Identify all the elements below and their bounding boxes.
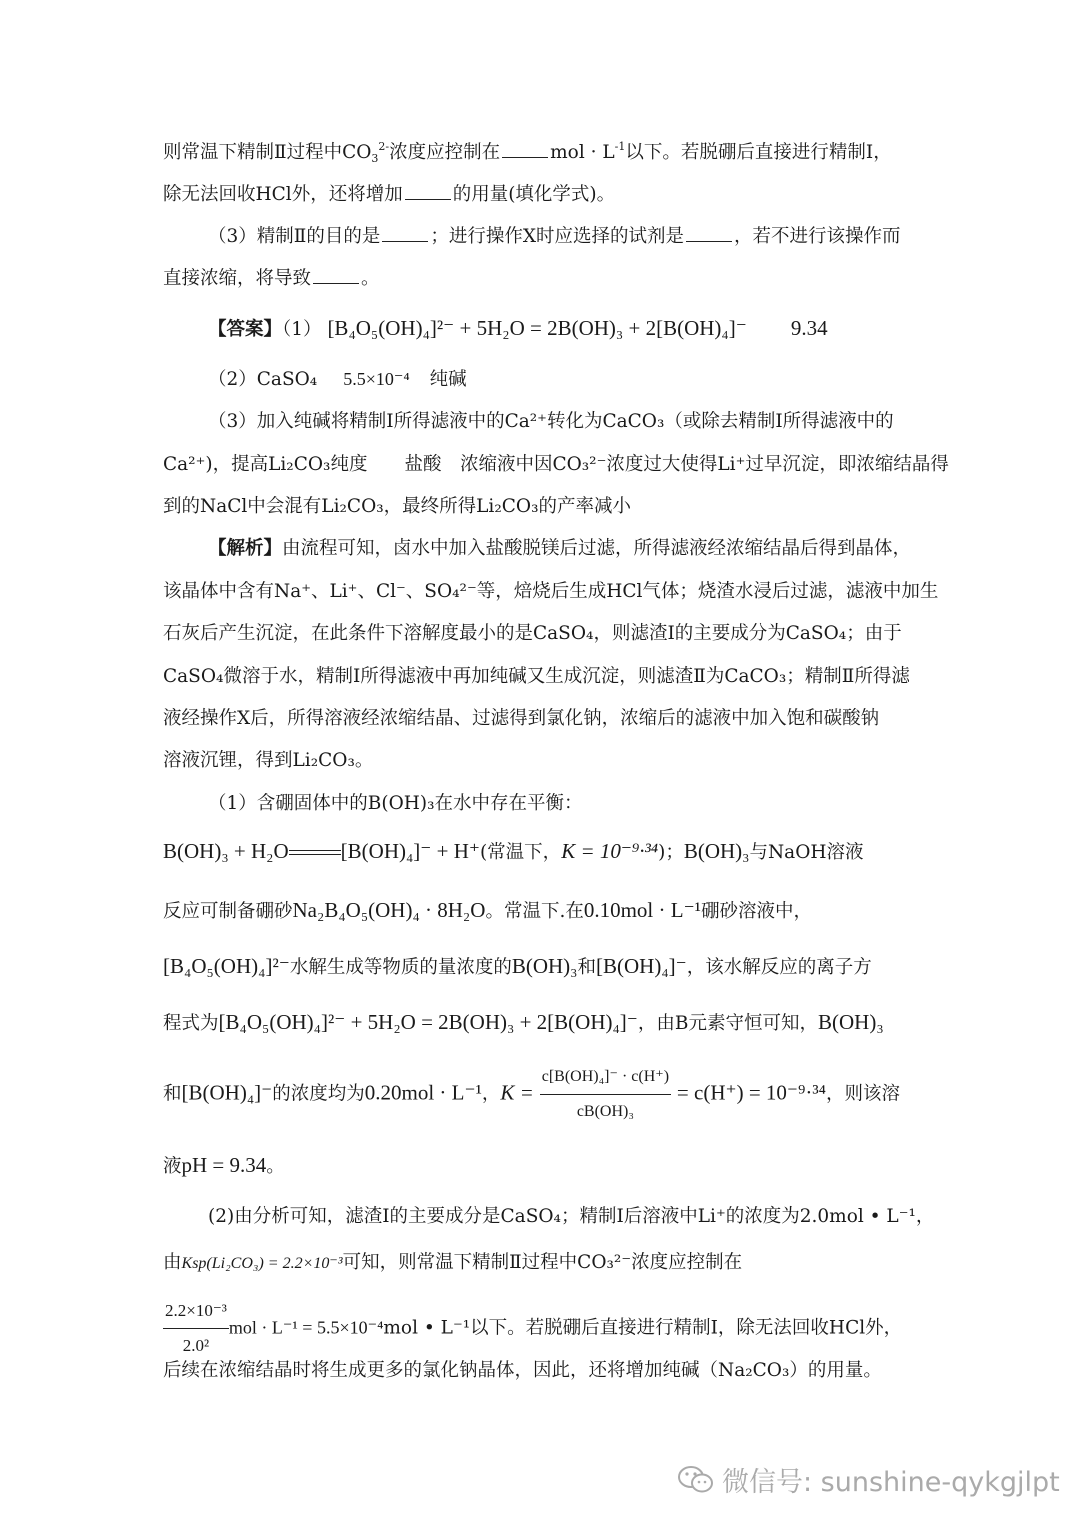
- question-3-line-2: 直接浓缩，将导致 。: [163, 268, 380, 289]
- analysis-line-4: CaSO₄微溶于水，精制Ⅰ所得滤液中再加纯碱又生成沉淀，则滤渣Ⅱ为CaCO₃；精制Ⅱ所得滤: [163, 666, 910, 687]
- answer-3-line-1: （3）加入纯碱将精制Ⅰ所得滤液中的Ca²⁺转化为CaCO₃（或除去精制Ⅰ所得滤液中的: [208, 411, 894, 432]
- answer-3-line-3: 到的NaCl中会混有Li₂CO₃，最终所得Li₂CO₃的产率减小: [163, 496, 632, 517]
- answer-blank: [405, 183, 451, 200]
- solution-1-line-4: [B₄O₅(OH)₄]²⁻水解生成等物质的量浓度的B(OH)₃和[B(OH)₄]⁻，该水解反应的离子方: [163, 954, 872, 978]
- question-line-2: 除无法回收HCl外，还将增加 的用量(填化学式)。: [163, 184, 616, 205]
- answer-1: 【答案】（1） [B₄O₅(OH)₄]²⁻ + 5H₂O = 2B(OH)₃ + 2[B(OH)₄]⁻ 9.34: [208, 316, 828, 340]
- answer-blank: [502, 141, 548, 158]
- analysis-line-3: 石灰后产生沉淀，在此条件下溶解度最小的是CaSO₄，则滤渣Ⅰ的主要成分为CaSO₄；由于: [163, 623, 902, 644]
- equilibrium-arrow-icon: [289, 848, 341, 858]
- solution-2-line-4: 后续在浓缩结晶时将生成更多的氯化钠晶体，因此，还将增加纯碱（Na₂CO₃）的用量。: [163, 1360, 882, 1381]
- wechat-icon: [676, 1463, 716, 1497]
- analysis-line-2: 该晶体中含有Na⁺、Li⁺、Cl⁻、SO₄²⁻等，焙烧后生成HCl气体；烧渣水浸后过滤，滤液中加生: [163, 581, 939, 602]
- solution-1-line-5: 程式为[B₄O₅(OH)₄]²⁻ + 5H₂O = 2B(OH)₃ + 2[B(OH)₄]⁻，由B元素守恒可知，B(OH)₃: [163, 1010, 884, 1034]
- solution-1-line-3: 反应可制备硼砂Na₂B₄O₅(OH)₄ · 8H₂O。常温下.在0.10mol · L⁻¹硼砂溶液中，: [163, 898, 812, 922]
- analysis-line-6: 溶液沉锂，得到Li₂CO₃。: [163, 750, 374, 771]
- answer-1-equation: [B₄O₅(OH)₄]²⁻ + 5H₂O = 2B(OH)₃ + 2[B(OH)₄]⁻: [327, 316, 747, 340]
- answer-blank: [313, 267, 359, 284]
- question-3-line-1: （3）精制Ⅱ的目的是 ；进行操作X时应选择的试剂是 ，若不进行该操作而: [208, 226, 901, 247]
- answer-3-line-2: Ca²⁺)，提高Li₂CO₃纯度 盐酸 浓缩液中因CO₃²⁻浓度过大使得Li⁺过早沉淀，即浓缩结晶得: [163, 454, 949, 475]
- solution-1-line-2: B(OH)₃ + H₂O [B(OH)₄]⁻ + H⁺(常温下，K = 10⁻⁹·³⁴)；B(OH)₃与NaOH溶液: [163, 839, 864, 863]
- answer-blank: [686, 225, 732, 242]
- answer-1-value: 9.34: [790, 316, 828, 340]
- solution-2-line-1: (2)由分析可知，滤渣Ⅰ的主要成分是CaSO₄；精制Ⅰ后溶液中Li⁺的浓度为2.0mol • L⁻¹，: [208, 1206, 935, 1227]
- question-line-1: 则常温下精制Ⅱ过程中$CO_3^{2-}$浓度应控制在 mol · $L^{-1}$以下。若脱硼后直接进行精制Ⅰ，: [163, 140, 892, 165]
- analysis-line-1: 【解析】由流程可知，卤水中加入盐酸脱镁后过滤，所得滤液经浓缩结晶后得到晶体，: [208, 538, 912, 559]
- solution-1-line-7: 液pH = 9.34。: [163, 1153, 285, 1177]
- answer-label: 【答案】: [208, 319, 283, 340]
- answer-blank: [382, 225, 428, 242]
- analysis-label: 【解析】: [208, 538, 283, 559]
- solution-1-line-6: 和[B(OH)₄]⁻的浓度均为0.20mol · L⁻¹，K = $\frac{\text{c[B(OH)₄]⁻ · c(H⁺)}}{\text{cB(OH)₃}}$ = c(H⁺) = 10⁻⁹·³⁴，则该溶: [163, 1062, 900, 1127]
- solution-2-line-2: 由Ksp(Li₂CO₃) = 2.2×10⁻³可知，则常温下精制Ⅱ过程中CO₃²⁻浓度应控制在: [163, 1252, 743, 1273]
- wechat-watermark: 微信号: sunshine-qykgjlpt: [676, 1460, 1060, 1499]
- analysis-line-5: 液经操作X后，所得溶液经浓缩结晶、过滤得到氯化钠，浓缩后的滤液中加入饱和碳酸钠: [163, 708, 880, 729]
- solution-1-line-1: （1）含硼固体中的B(OH)₃在水中存在平衡：: [208, 793, 583, 814]
- concentration-fraction: $\frac{\text{2.2×10⁻³}}{\text{2.0²}}$: [163, 1296, 229, 1361]
- answer-2: （2）CaSO₄ 5.5×10⁻⁴ 纯碱: [208, 369, 467, 390]
- solution-2-line-3: $\frac{\text{2.2×10⁻³}}{\text{2.0²}}$ mol · L⁻¹ = 5.5×10⁻⁴mol • L⁻¹以下。若脱硼后直接进行精制Ⅰ，除无法回收HCl外，: [163, 1296, 902, 1361]
- equilibrium-constant-fraction: $\frac{\text{c[B(OH)₄]⁻ · c(H⁺)}}{\text{cB(OH)₃}}$: [540, 1062, 671, 1127]
